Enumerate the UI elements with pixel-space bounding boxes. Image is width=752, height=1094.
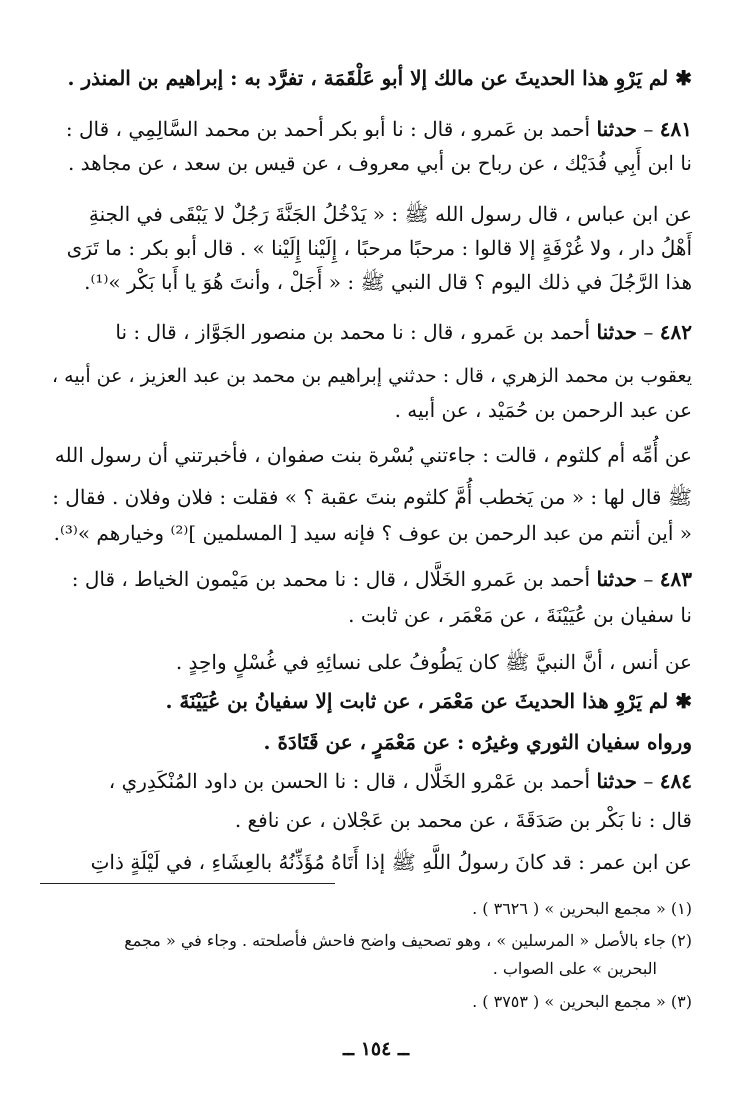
hadith-label: حدثنا: [596, 769, 638, 793]
hadith-number: ٤٨٤: [659, 769, 692, 793]
hadith-481-heading: ٤٨١ – حدثنا أحمد بن عَمرو ، قال : نا أبو بكر أحمد بن محمد السَّالِمِي ، قال :: [65, 117, 692, 141]
text-line: عن عبد الرحمن بن حُمَيْد ، عن أبيه .: [394, 398, 692, 422]
hadith-482-heading: ٤٨٢ – حدثنا أحمد بن عَمرو ، قال : نا محمد بن منصور الجَوَّاز ، قال : نا: [115, 320, 692, 344]
text-line: أَهْلُ دار ، ولا غُرْفَةٍ إلا قالوا : مرحبًا مرحبًا ، إِلَيْنا إِلَيْنا » . قال أبو بكر : ما تَرَى: [66, 236, 692, 260]
text-line: قال : نا بَكْر بن صَدَقَةَ ، عن محمد بن عَجْلان ، عن نافع .: [234, 808, 692, 832]
text-line: عن أُمِّه أم كلثوم ، قالت : جاءتني بُسْرة بنت صفوان ، فأخبرتني أن رسول الله: [54, 443, 692, 467]
text-line: ﷺ قال لها : « من يَخطب أُمَّ كلثوم بنتَ عقبة ؟ » فقلت : فلان وفلان . فقال :: [52, 485, 692, 509]
text-line: عن أنس ، أنَّ النبيَّ ﷺ كان يَطُوفُ على نسائِهِ في غُسْلٍ واحِدٍ .: [175, 650, 692, 674]
hadith-number: ٤٨٣: [659, 567, 692, 591]
narration-note: ✱ لم يَرْوِ هذا الحديثَ عن مالك إلا أبو عَلْقَمَة ، تفرَّد به : إبراهيم بن المنذر .: [67, 66, 692, 90]
text-line: هذا الرَّجُلَ في ذلك اليوم ؟ قال النبي ﷺ : « أَجَلْ ، وأنتَ هُوَ يا أَبا بَكْر »⁽¹⁾.: [84, 270, 692, 294]
text-line: « أين أنتم من عبد الرحمن بن عوف ؟ فإنه سيد [ المسلمين ]⁽²⁾ وخيارهم »⁽³⁾.: [53, 521, 692, 545]
footnote-continuation: البحرين » على الصواب .: [492, 959, 657, 978]
text-line: نا سفيان بن عُيَيْنَةَ ، عن مَعْمَر ، عن ثابت .: [348, 603, 692, 627]
hadith-chain-text: أحمد بن عَمرو ، قال : نا أبو بكر أحمد بن محمد السَّالِمِي ، قال :: [65, 117, 591, 141]
footnote-separator: [40, 883, 335, 884]
footnote: (٣) « مجمع البحرين » ( ٣٧٥٣ ) .: [472, 992, 692, 1011]
hadith-label: حدثنا: [596, 567, 638, 591]
hadith-number: ٤٨١: [659, 117, 692, 141]
hadith-number: ٤٨٢: [659, 320, 692, 344]
hadith-chain-text: أحمد بن عَمرو الخَلَّال ، قال : نا محمد بن مَيْمون الخياط ، قال :: [71, 567, 591, 591]
hadith-label: حدثنا: [596, 320, 638, 344]
text-line: عن ابن عباس ، قال رسول الله ﷺ : « يَدْخُلُ الجَنَّةَ رَجُلٌ لا يَبْقَى في الجنةِ: [88, 202, 692, 226]
text-line: عن ابن عمر : قد كانَ رسولُ اللَّهِ ﷺ إذا أَتَاهُ مُؤَذِّنُهُ بالعِشَاءِ ، في لَيْلَةٍ ذاتِ: [90, 850, 692, 874]
hadith-483-heading: ٤٨٣ – حدثنا أحمد بن عَمرو الخَلَّال ، قال : نا محمد بن مَيْمون الخياط ، قال :: [71, 567, 692, 591]
narration-note: ورواه سفيان الثوري وغيرُه : عن مَعْمَرٍ ، عن قَتَادَةَ .: [263, 730, 692, 754]
footnote: (٢) جاء بالأصل « المرسلين » ، وهو تصحيف واضح فاحش فأصلحته . وجاء في « مجمع: [124, 931, 692, 950]
hadith-chain-text: أحمد بن عَمرو ، قال : نا محمد بن منصور الجَوَّاز ، قال : نا: [115, 320, 591, 344]
page-number: ــ ١٥٤ ــ: [342, 1038, 410, 1060]
hadith-484-heading: ٤٨٤ – حدثنا أحمد بن عَمْرو الخَلَّال ، قال : نا الحسن بن داود المُنْكَدِري ،: [108, 769, 692, 793]
narration-note: ✱ لم يَرْوِ هذا الحديثَ عن مَعْمَر ، عن ثابت إلا سفيانُ بن عُيَيْنَةَ .: [165, 689, 692, 713]
text-line: يعقوب بن محمد الزهري ، قال : حدثني إبراهيم بن محمد بن عبد العزيز ، عن أبيه ،: [51, 365, 692, 387]
hadith-chain-text: أحمد بن عَمْرو الخَلَّال ، قال : نا الحسن بن داود المُنْكَدِري ،: [108, 769, 591, 793]
footnote: (١) « مجمع البحرين » ( ٣٦٢٦ ) .: [472, 899, 692, 918]
text-line: نا ابن أَبِي فُدَيْك ، عن رباح بن أبي معروف ، عن قيس بن سعد ، عن مجاهد .: [67, 151, 692, 175]
hadith-label: حدثنا: [596, 117, 638, 141]
